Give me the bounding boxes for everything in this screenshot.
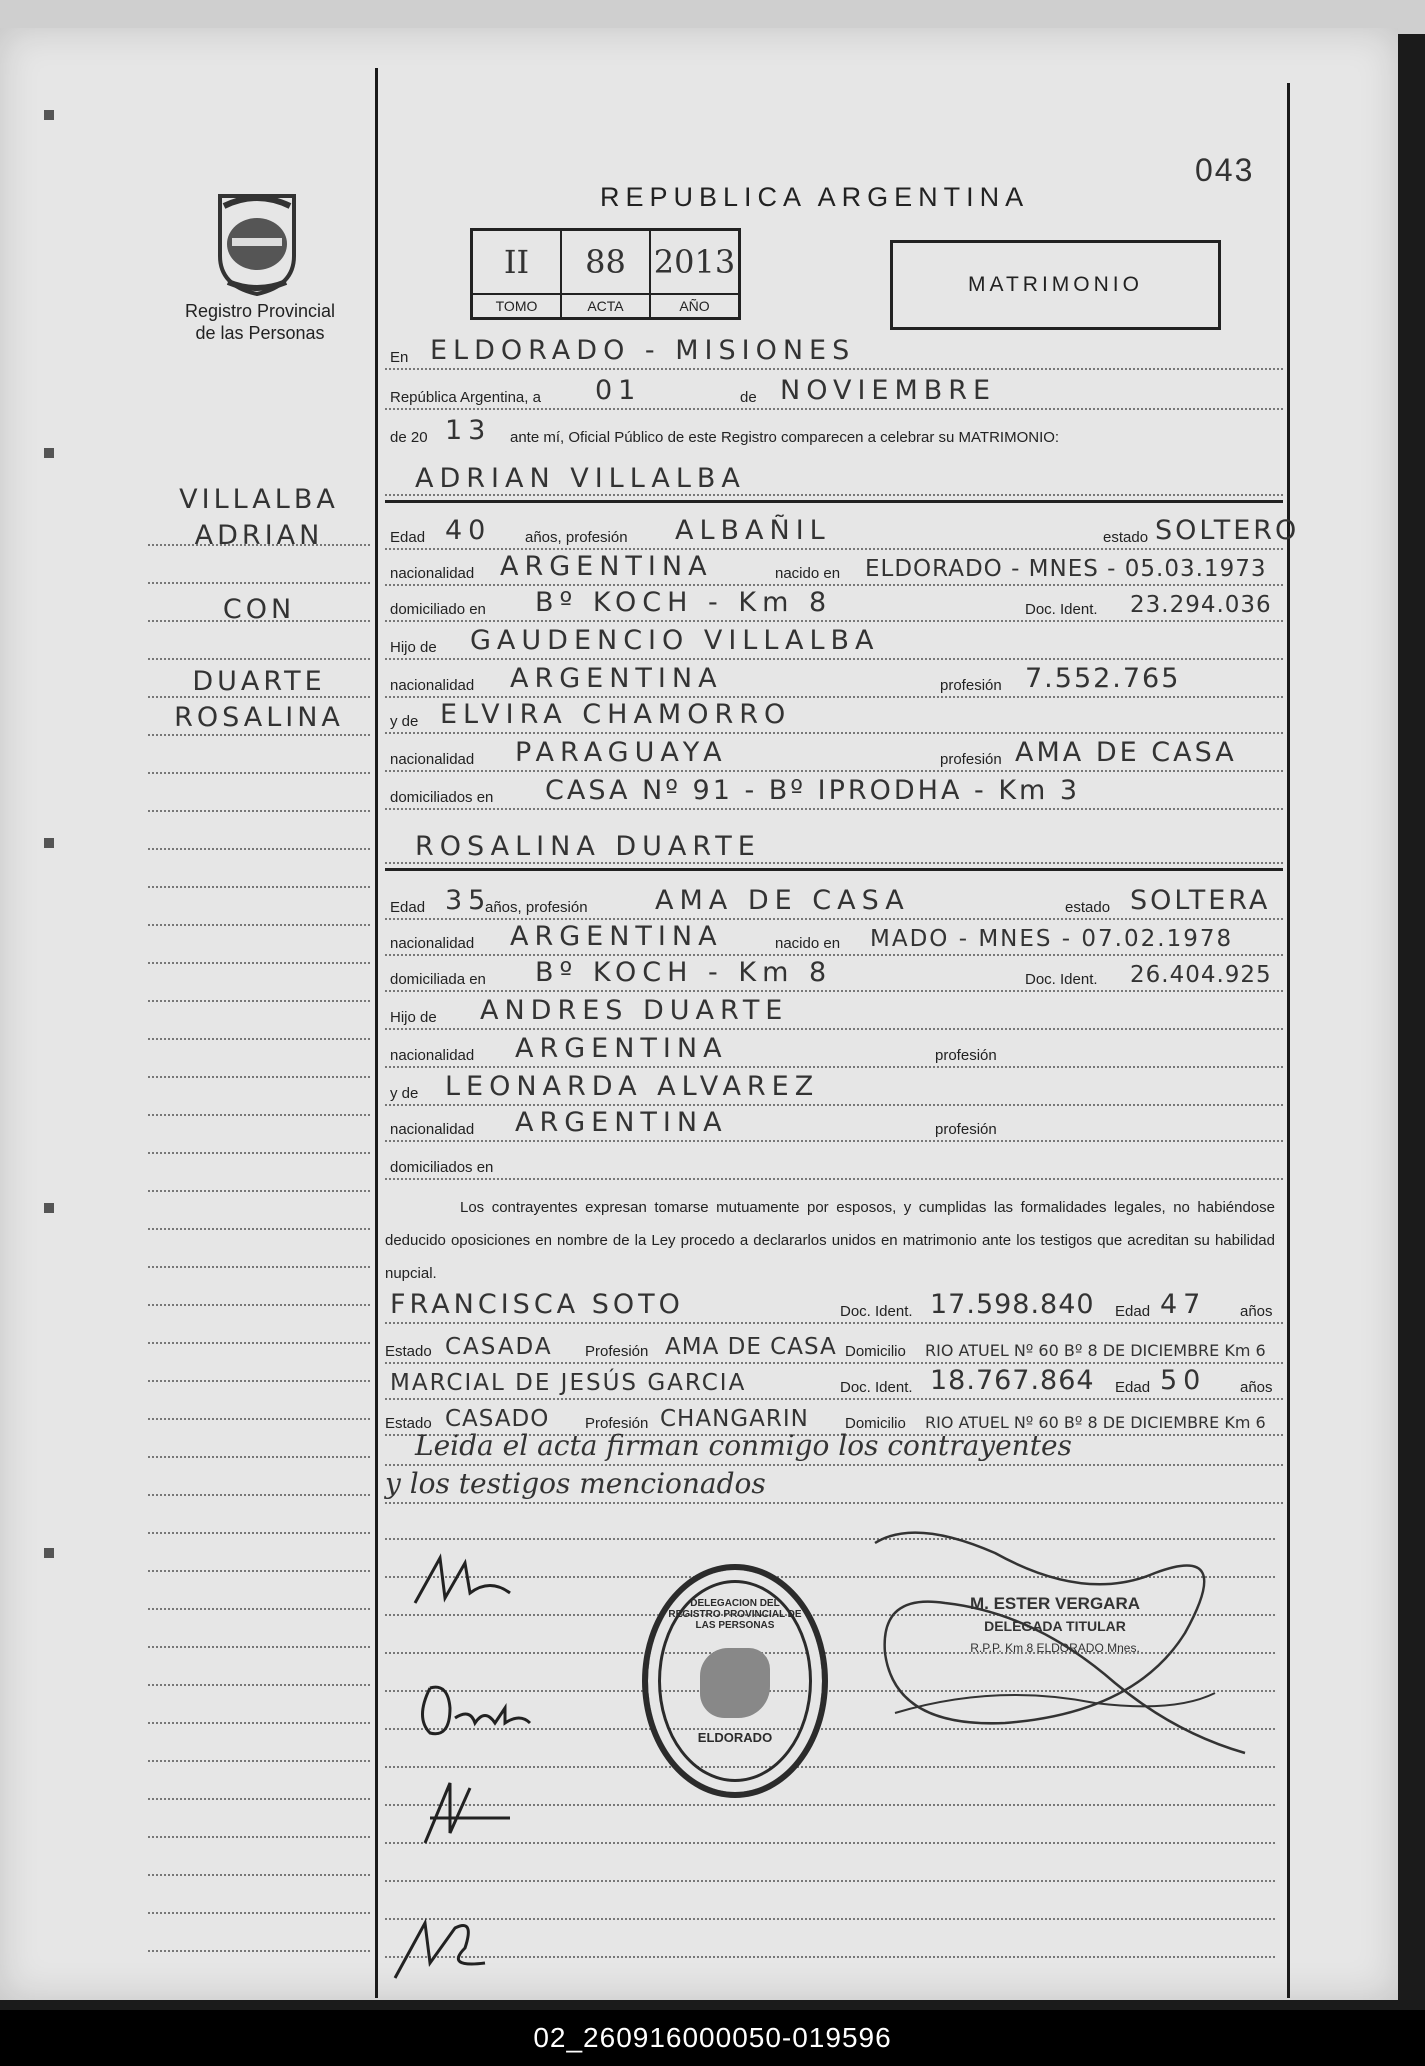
signature-line bbox=[385, 1956, 1275, 1958]
intro-tail: ante mí, Oficial Público de este Registro comparecen a celebrar su MATRIMONIO: bbox=[510, 429, 1060, 446]
tomo-cell bbox=[473, 231, 562, 317]
dotted-line bbox=[385, 1178, 1283, 1180]
witness2-profession: CHANGARIN bbox=[660, 1406, 809, 1432]
signature-witness2 bbox=[385, 1908, 515, 1998]
bride-profession: AMA DE CASA bbox=[655, 885, 910, 916]
province-map-icon bbox=[700, 1648, 770, 1718]
document-page bbox=[0, 28, 1398, 2000]
bride-birth: MADO - MNES - 07.02.1978 bbox=[870, 926, 1234, 952]
dotted-line bbox=[385, 368, 1283, 370]
anios-label: años bbox=[1240, 1379, 1273, 1396]
dotted-line bbox=[385, 1140, 1283, 1142]
groom-mother-profession: AMA DE CASA bbox=[1015, 737, 1237, 768]
dotted-line bbox=[385, 1322, 1283, 1324]
republica-label: República Argentina, a bbox=[390, 389, 541, 406]
groom-birth: ELDORADO - MNES - 05.03.1973 bbox=[865, 556, 1267, 582]
margin-line bbox=[148, 1152, 370, 1154]
signature-line bbox=[385, 1918, 1275, 1920]
dotted-line bbox=[385, 990, 1283, 992]
record-reference-boxes bbox=[470, 228, 741, 320]
nacido-en-label: nacido en bbox=[775, 935, 841, 952]
bride-address-row bbox=[385, 956, 1283, 998]
anio-cell bbox=[651, 231, 738, 317]
groom-doc: 23.294.036 bbox=[1130, 592, 1272, 618]
year-suffix: 13 bbox=[445, 415, 492, 446]
binding-hole bbox=[44, 448, 54, 458]
dotted-line bbox=[385, 862, 1283, 864]
dotted-line bbox=[385, 1028, 1283, 1030]
margin-line bbox=[148, 1000, 370, 1002]
dotted-line bbox=[385, 408, 1283, 410]
country-title: REPUBLICA ARGENTINA bbox=[600, 182, 1030, 212]
bride-address: Bº KOCH - Km 8 bbox=[535, 957, 833, 988]
doc-ident-label: Doc. Ident. bbox=[840, 1303, 913, 1320]
dotted-line bbox=[385, 1502, 1283, 1504]
en-label: En bbox=[390, 349, 409, 366]
margin-line bbox=[148, 582, 370, 584]
witness1-address: RIO ATUEL Nº 60 Bº 8 DE DICIEMBRE Km 6 bbox=[925, 1341, 1266, 1360]
registry-name-line2: de las Personas bbox=[195, 323, 325, 343]
margin-line bbox=[148, 1266, 370, 1268]
margin-line bbox=[148, 1646, 370, 1648]
closing-line-2: y los testigos mencionados bbox=[385, 1467, 766, 1500]
dotted-line bbox=[385, 770, 1283, 772]
bride-father-nat-row bbox=[385, 1032, 1283, 1074]
anios-label: años bbox=[1240, 1303, 1273, 1320]
image-id-footer: 02_260916000050-019596 bbox=[0, 2010, 1425, 2066]
edad-label: Edad bbox=[1115, 1379, 1151, 1396]
margin-line bbox=[148, 1038, 370, 1040]
stamp-outer-text: DELEGACION DEL REGISTRO PROVINCIAL DE LAS PERSONAS bbox=[668, 1598, 802, 1631]
binding-hole bbox=[44, 1548, 54, 1558]
margin-groom-surname: VILLALBA bbox=[179, 484, 339, 515]
bride-age: 35 bbox=[445, 885, 492, 916]
officer-name: M. ESTER VERGARA bbox=[969, 1594, 1141, 1613]
year-prefix: de 20 bbox=[390, 429, 428, 446]
dotted-line bbox=[385, 494, 1283, 496]
signature-witness1 bbox=[410, 1773, 520, 1863]
profesion-label: profesión bbox=[940, 751, 1002, 768]
margin-line bbox=[148, 1570, 370, 1572]
groom-father-row bbox=[385, 624, 1283, 666]
registry-stamp bbox=[642, 1564, 828, 1798]
margin-line bbox=[148, 1760, 370, 1762]
witness1-status: CASADA bbox=[445, 1334, 553, 1360]
signature-groom bbox=[410, 1548, 520, 1628]
edad-label: Edad bbox=[1115, 1303, 1151, 1320]
groom-profession: ALBAÑIL bbox=[675, 515, 831, 546]
doc-ident-label: Doc. Ident. bbox=[1025, 601, 1098, 618]
witness2-age: 50 bbox=[1160, 1365, 1207, 1396]
domiciliados-en-label: domiciliados en bbox=[390, 789, 494, 806]
nacionalidad-label: nacionalidad bbox=[390, 751, 475, 768]
closing-row-2 bbox=[385, 1468, 1283, 1510]
bride-mother-nat-row bbox=[385, 1106, 1283, 1148]
witness2-status: CASADO bbox=[445, 1406, 550, 1432]
estado-label: estado bbox=[1103, 529, 1149, 546]
signature-bride bbox=[410, 1668, 550, 1758]
profesion-label: profesión bbox=[935, 1047, 997, 1064]
dotted-line bbox=[385, 732, 1283, 734]
day-value: 01 bbox=[595, 375, 642, 406]
groom-mother-nationality: PARAGUAYA bbox=[515, 737, 728, 768]
tomo-value: II bbox=[503, 243, 530, 281]
nacido-en-label: nacido en bbox=[775, 565, 841, 582]
groom-parents-address: CASA Nº 91 - Bº IPRODHA - Km 3 bbox=[545, 775, 1081, 806]
officer-note: R.P.P. Km 8 ELDORADO Mnes. bbox=[970, 1641, 1140, 1655]
bride-full-name: ROSALINA DUARTE bbox=[415, 831, 761, 862]
margin-groom-name: ADRIAN bbox=[194, 520, 324, 551]
month-value: NOVIEMBRE bbox=[780, 375, 997, 406]
de-label: de bbox=[740, 389, 757, 406]
y-de-label: y de bbox=[390, 1085, 419, 1102]
declaration-text: Los contrayentes expresan tomarse mutuamente por esposos, y cumplidas las formalidades legales, no habiéndose deducido oposiciones en nombre de la Ley procedo a declararlos unidos en matrimonio ante los testigos que acreditan su habilidad nupcial. bbox=[385, 1199, 1275, 1282]
margin-line bbox=[148, 1076, 370, 1078]
margin-line bbox=[148, 1456, 370, 1458]
margin-line bbox=[148, 1950, 370, 1952]
nacionalidad-label: nacionalidad bbox=[390, 677, 475, 694]
closing-row-1 bbox=[385, 1430, 1283, 1472]
margin-line bbox=[148, 658, 370, 660]
margin-line bbox=[148, 1874, 370, 1876]
signature-line bbox=[385, 1880, 1275, 1882]
left-frame-line bbox=[375, 68, 378, 1998]
date-row bbox=[385, 374, 1283, 416]
dotted-line bbox=[385, 808, 1283, 810]
registry-logo bbox=[210, 186, 304, 296]
margin-line bbox=[148, 1228, 370, 1230]
bride-nationality: ARGENTINA bbox=[510, 921, 723, 952]
y-de-label: y de bbox=[390, 713, 419, 730]
anios-profesion-label: años, profesión bbox=[525, 529, 628, 546]
witness1-doc: 17.598.840 bbox=[930, 1289, 1095, 1320]
margin-line bbox=[148, 1190, 370, 1192]
officer-stamp bbox=[935, 1593, 1175, 1659]
domiciliada-en-label: domiciliada en bbox=[390, 971, 486, 988]
margin-line bbox=[148, 886, 370, 888]
margin-line bbox=[148, 734, 370, 736]
bride-mother: LEONARDA ALVAREZ bbox=[445, 1071, 820, 1102]
officer-title: DELEGADA TITULAR bbox=[984, 1618, 1126, 1634]
place-row bbox=[385, 334, 1283, 376]
margin-line bbox=[148, 1494, 370, 1496]
witness1-name: FRANCISCA SOTO bbox=[390, 1289, 684, 1320]
provincial-seal-icon bbox=[210, 186, 304, 296]
margin-line bbox=[148, 620, 370, 622]
groom-father-nationality: ARGENTINA bbox=[510, 663, 723, 694]
right-frame-line bbox=[1287, 83, 1290, 1998]
margin-line bbox=[148, 848, 370, 850]
groom-father: GAUDENCIO VILLALBA bbox=[470, 625, 880, 656]
margin-bride-surname: DUARTE bbox=[192, 666, 326, 697]
binding-hole bbox=[44, 1203, 54, 1213]
margin-line bbox=[148, 1608, 370, 1610]
bride-father: ANDRES DUARTE bbox=[480, 995, 789, 1026]
margin-line bbox=[148, 1380, 370, 1382]
domiciliados-en-label: domiciliados en bbox=[390, 1159, 494, 1176]
margin-line bbox=[148, 810, 370, 812]
nacionalidad-label: nacionalidad bbox=[390, 935, 475, 952]
bride-father-nationality: ARGENTINA bbox=[515, 1033, 728, 1064]
witness2-name: MARCIAL DE JESÚS GARCIA bbox=[390, 1370, 747, 1396]
witness2-doc: 18.767.864 bbox=[930, 1365, 1095, 1396]
margin-line bbox=[148, 962, 370, 964]
margin-line bbox=[148, 696, 370, 698]
margin-bride-name: ROSALINA bbox=[174, 702, 344, 733]
groom-address-row bbox=[385, 586, 1283, 628]
witness1-age: 47 bbox=[1160, 1289, 1207, 1320]
registry-name-line1: Registro Provincial bbox=[184, 301, 336, 321]
dotted-line bbox=[385, 1066, 1283, 1068]
hijo-de-label: Hijo de bbox=[390, 639, 437, 656]
closing-line-1: Leida el acta firman conmigo los contrayentes bbox=[415, 1429, 1072, 1462]
edad-label: Edad bbox=[390, 529, 426, 546]
folio-number: 043 bbox=[1195, 152, 1255, 188]
bride-doc: 26.404.925 bbox=[1130, 962, 1272, 988]
margin-line bbox=[148, 1114, 370, 1116]
groom-mother-nat-row bbox=[385, 736, 1283, 778]
stamp-inner-text: ELDORADO bbox=[697, 1730, 773, 1745]
margin-line bbox=[148, 772, 370, 774]
groom-full-name: ADRIAN VILLALBA bbox=[415, 463, 746, 494]
profesion-label: profesión bbox=[935, 1121, 997, 1138]
groom-address: Bº KOCH - Km 8 bbox=[535, 587, 833, 618]
margin-line bbox=[148, 1912, 370, 1914]
tomo-label: TOMO bbox=[473, 293, 560, 317]
domicilio-label: Domicilio bbox=[845, 1415, 906, 1432]
margin-line bbox=[148, 1722, 370, 1724]
margin-line bbox=[148, 1304, 370, 1306]
margin-line bbox=[148, 544, 370, 546]
hijo-de-label: Hijo de bbox=[390, 1009, 437, 1026]
doc-ident-label: Doc. Ident. bbox=[840, 1379, 913, 1396]
groom-name-row bbox=[385, 458, 1283, 503]
anio-label: AÑO bbox=[651, 293, 738, 317]
nacionalidad-label: nacionalidad bbox=[390, 1047, 475, 1064]
estado-label: Estado bbox=[385, 1343, 432, 1360]
witness1-profession: AMA DE CASA bbox=[665, 1334, 837, 1360]
groom-age: 40 bbox=[445, 515, 492, 546]
bride-name-row bbox=[385, 826, 1283, 871]
margin-connector: CON bbox=[222, 594, 296, 625]
binding-hole bbox=[44, 838, 54, 848]
profesion-label: Profesión bbox=[585, 1415, 649, 1432]
bride-status: SOLTERA bbox=[1130, 885, 1271, 916]
groom-status: SOLTERO bbox=[1155, 515, 1300, 546]
edad-label: Edad bbox=[390, 899, 426, 916]
margin-line bbox=[148, 1684, 370, 1686]
groom-mother-row bbox=[385, 698, 1283, 740]
groom-nationality: ARGENTINA bbox=[500, 551, 713, 582]
year-row bbox=[385, 414, 1283, 456]
acta-label: ACTA bbox=[562, 293, 649, 317]
margin-line bbox=[148, 1342, 370, 1344]
margin-line bbox=[148, 1532, 370, 1534]
groom-parents-address-row bbox=[385, 774, 1283, 816]
profesion-label: Profesión bbox=[585, 1343, 649, 1360]
anios-profesion-label: años, profesión bbox=[485, 899, 588, 916]
margin-line bbox=[148, 1418, 370, 1420]
witness1-row bbox=[385, 1288, 1283, 1330]
nacionalidad-label: nacionalidad bbox=[390, 1121, 475, 1138]
groom-father-profession: 7.552.765 bbox=[1025, 663, 1181, 694]
witness2-address: RIO ATUEL Nº 60 Bº 8 DE DICIEMBRE Km 6 bbox=[925, 1413, 1266, 1432]
bride-mother-nationality: ARGENTINA bbox=[515, 1107, 728, 1138]
estado-label: Estado bbox=[385, 1415, 432, 1432]
binding-hole bbox=[44, 110, 54, 120]
groom-mother: ELVIRA CHAMORRO bbox=[440, 699, 792, 730]
profesion-label: profesión bbox=[940, 677, 1002, 694]
domicilio-label: Domicilio bbox=[845, 1343, 906, 1360]
anio-value: 2013 bbox=[653, 243, 736, 281]
act-type-box: MATRIMONIO bbox=[890, 240, 1221, 330]
bride-father-row bbox=[385, 994, 1283, 1036]
domiciliado-en-label: domiciliado en bbox=[390, 601, 486, 618]
margin-line bbox=[148, 1836, 370, 1838]
margin-line bbox=[148, 924, 370, 926]
bride-parents-address-row bbox=[385, 1144, 1283, 1186]
dotted-line bbox=[385, 620, 1283, 622]
acta-cell bbox=[562, 231, 651, 317]
doc-ident-label: Doc. Ident. bbox=[1025, 971, 1098, 988]
margin-line bbox=[148, 1798, 370, 1800]
nacionalidad-label: nacionalidad bbox=[390, 565, 475, 582]
estado-label: estado bbox=[1065, 899, 1111, 916]
acta-value: 88 bbox=[585, 243, 626, 281]
dotted-line bbox=[385, 658, 1283, 660]
place-value: ELDORADO - MISIONES bbox=[430, 335, 856, 366]
dotted-line bbox=[385, 1464, 1283, 1466]
